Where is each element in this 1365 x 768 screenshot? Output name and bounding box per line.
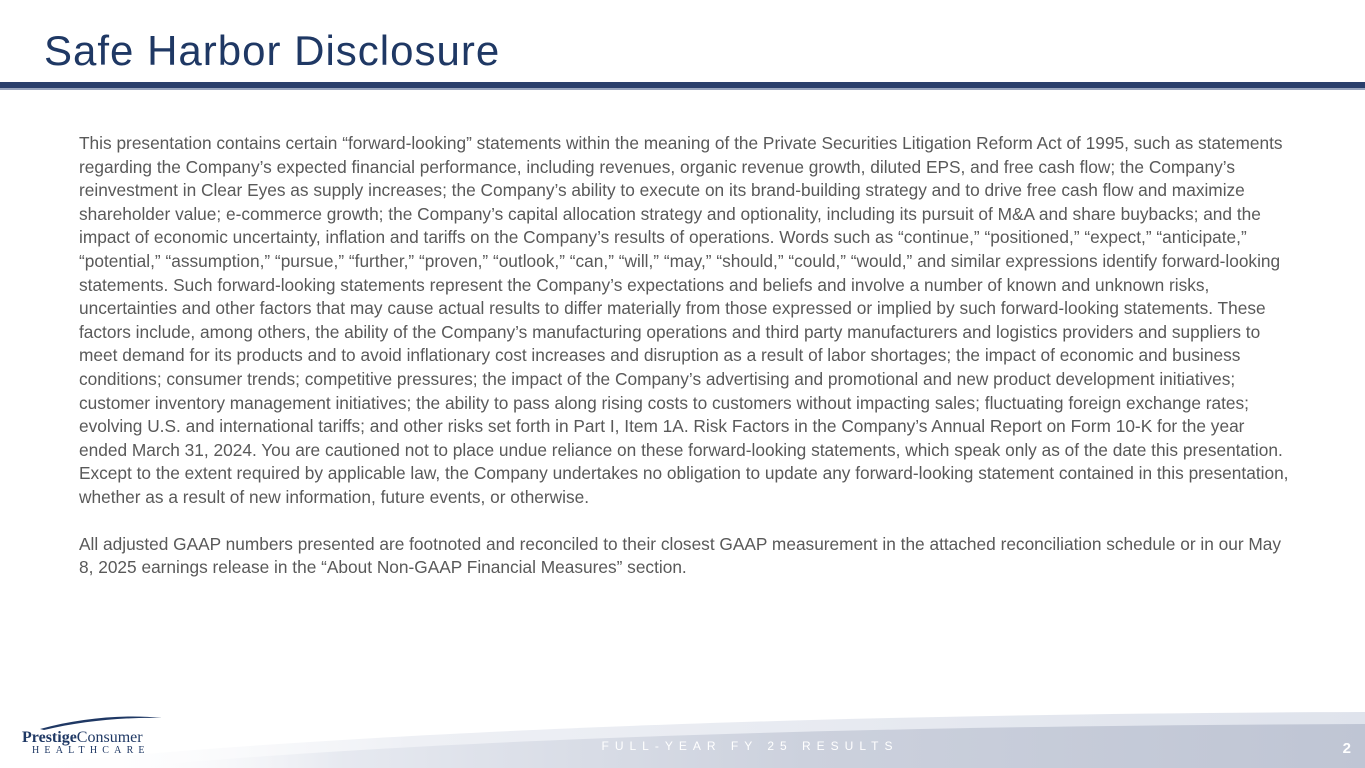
page-number: 2 <box>1342 740 1351 757</box>
logo-subtitle: HEALTHCARE <box>32 745 150 756</box>
disclosure-paragraph-gaap: All adjusted GAAP numbers presented are footnoted and reconciled to their closest GAAP measurement in the attached reconciliation schedule or in our May 8, 2025 earnings release in the “About Non-GAAP Financial Measures” section. <box>79 533 1282 578</box>
title-divider-shadow <box>0 88 1365 90</box>
footer-label: FULL-YEAR FY 25 RESULTS <box>601 739 899 753</box>
disclosure-paragraph-forward-looking: This presentation contains certain “forward-looking” statements within the meaning of the Private Securities Litigation Reform Act of 1995, such as statements regarding the Company’s expected financial performance, including revenues, organic revenue growth, diluted EPS, and free cash flow; the Company’s reinvestment in Clear Eyes as supply increases; the Company’s ability to execute on its brand-building strategy and to drive free cash flow and maximize shareholder value; e-commerce growth; the Company’s capital allocation strategy and optionality, including its pursuit of M&A and share buybacks; and the impact of economic uncertainty, inflation and tariffs on the Company’s results of operations. Words such as “continue,” “positioned,” “expect,” “anticipate,” “potential,” “assumption,” “pursue,” “further,” “proven,” “outlook,” “can,” “will,” “may,” “should,” “could,” “would,” and similar expressions identify forward-looking statements. Such forward-looking statements represent the Company’s expectations and beliefs and involve a number of known and unknown risks, uncertainties and other factors that may cause actual results to differ materially from those expressed or implied by such forward-looking statements. These factors include, among others, the ability of the Company’s manufacturing operations and third party manufacturers and logistics providers and suppliers to meet demand for its products and to avoid inflationary cost increases and disruption as a result of labor shortages; the impact of economic and business conditions; consumer trends; competitive pressures; the impact of the Company’s advertising and promotional and new product development initiatives; customer inventory management initiatives; the ability to pass along rising costs to customers without impacting sales; fluctuating foreign exchange rates; evolving U.S. and international tariffs; and other risks set forth in Part I, Item 1A. Risk Factors in the Company’s Annual Report on Form 10-K for the year ended March 31, 2024. You are cautioned not to place undue reliance on these forward-looking statements, which speak only as of the date this presentation. Except to the extent required by applicable law, the Company undertakes no obligation to update any forward-looking statement contained in this presentation, whether as a result of new information, future events, or otherwise. <box>79 133 1289 507</box>
slide-title: Safe Harbor Disclosure <box>44 27 501 74</box>
logo-word-prestige: Prestige <box>22 729 77 746</box>
footer-swoosh <box>0 700 1365 768</box>
disclosure-body <box>79 132 1294 580</box>
company-logo <box>20 712 170 762</box>
logo-word-consumer: Consumer <box>76 729 143 746</box>
